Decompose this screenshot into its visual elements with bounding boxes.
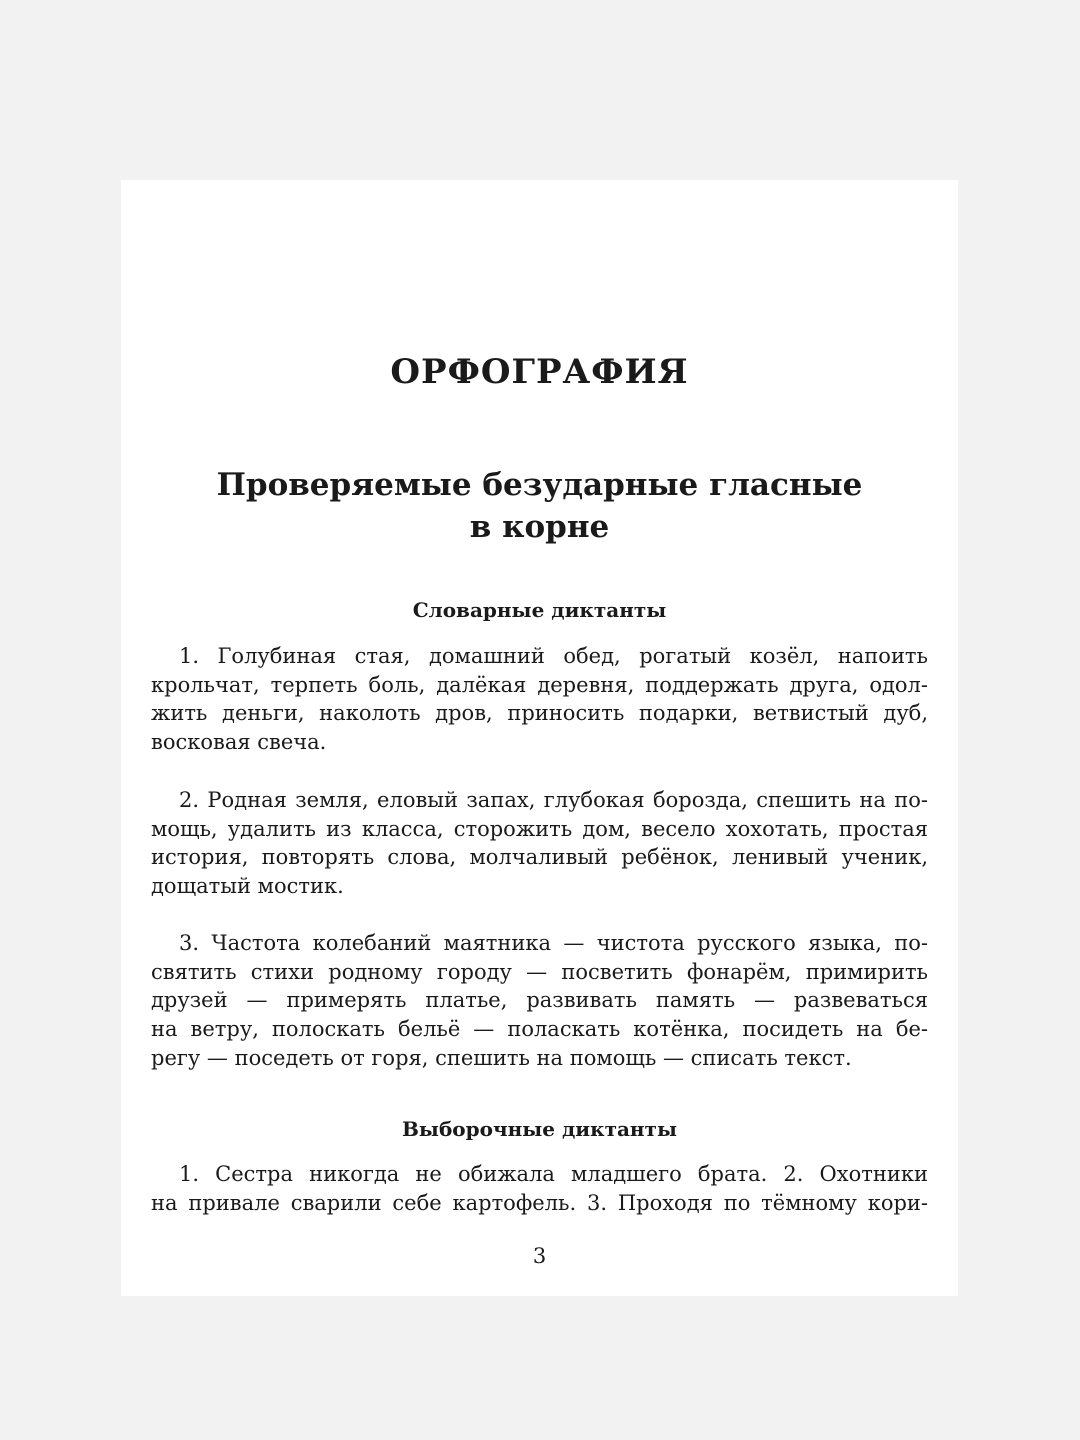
text-line: жить деньги, наколоть дров, приносить подарки, ветвистый дуб, [151, 701, 928, 726]
text-line: история, повторять слова, молчаливый ребёнок, ленивый ученик, [151, 845, 928, 870]
text-line: на привале сварили себе картофель. 3. Проходя по тёмному кори- [151, 1190, 928, 1215]
text-line: друзей — примерять платье, развивать память — развеваться [151, 988, 928, 1013]
book-page [121, 180, 958, 1296]
text-line: регу — поседеть от горя, спешить на помощь — списать текст. [151, 1045, 852, 1070]
section-heading-dictionary: Словарные диктанты [412, 598, 667, 622]
exercise-paragraph-1 [151, 642, 928, 757]
text-line: дощатый мостик. [151, 874, 344, 899]
exercise-paragraph-3 [151, 929, 928, 1073]
page-number: 3 [532, 1244, 547, 1268]
text-line: на ветру, полоскать бельё — поласкать котёнка, посидеть на бе- [151, 1017, 928, 1042]
text-line: святить стихи родному городу — посветить фонарём, примирить [151, 959, 928, 984]
section-heading-selective: Выборочные диктанты [401, 1117, 677, 1141]
text-line: 1. Сестра никогда не обижала младшего брата. 2. Охотники [179, 1162, 928, 1186]
text-line: крольчат, терпеть боль, далёкая деревня, поддержать друга, одол- [151, 672, 928, 697]
chapter-subtitle [121, 464, 958, 548]
text-line: восковая свеча. [151, 730, 327, 755]
exercise-paragraph-4 [151, 1160, 928, 1217]
page-title: ОРФОГРАФИЯ [390, 352, 689, 392]
text-line: 3. Частота колебаний маятника — чистота русского языка, по- [179, 931, 928, 955]
exercise-paragraph-2 [151, 786, 928, 901]
text-line: мощь, удалить из класса, сторожить дом, весело хохотать, простая [151, 816, 928, 841]
text-line: 1. Голубиная стая, домашний обед, рогатый козёл, напоить [179, 644, 928, 668]
text-line: 2. Родная земля, еловый запах, глубокая борозда, спешить на по- [179, 788, 928, 812]
subtitle-line: в корне [469, 509, 610, 545]
subtitle-line: Проверяемые безударные гласные [216, 467, 863, 503]
